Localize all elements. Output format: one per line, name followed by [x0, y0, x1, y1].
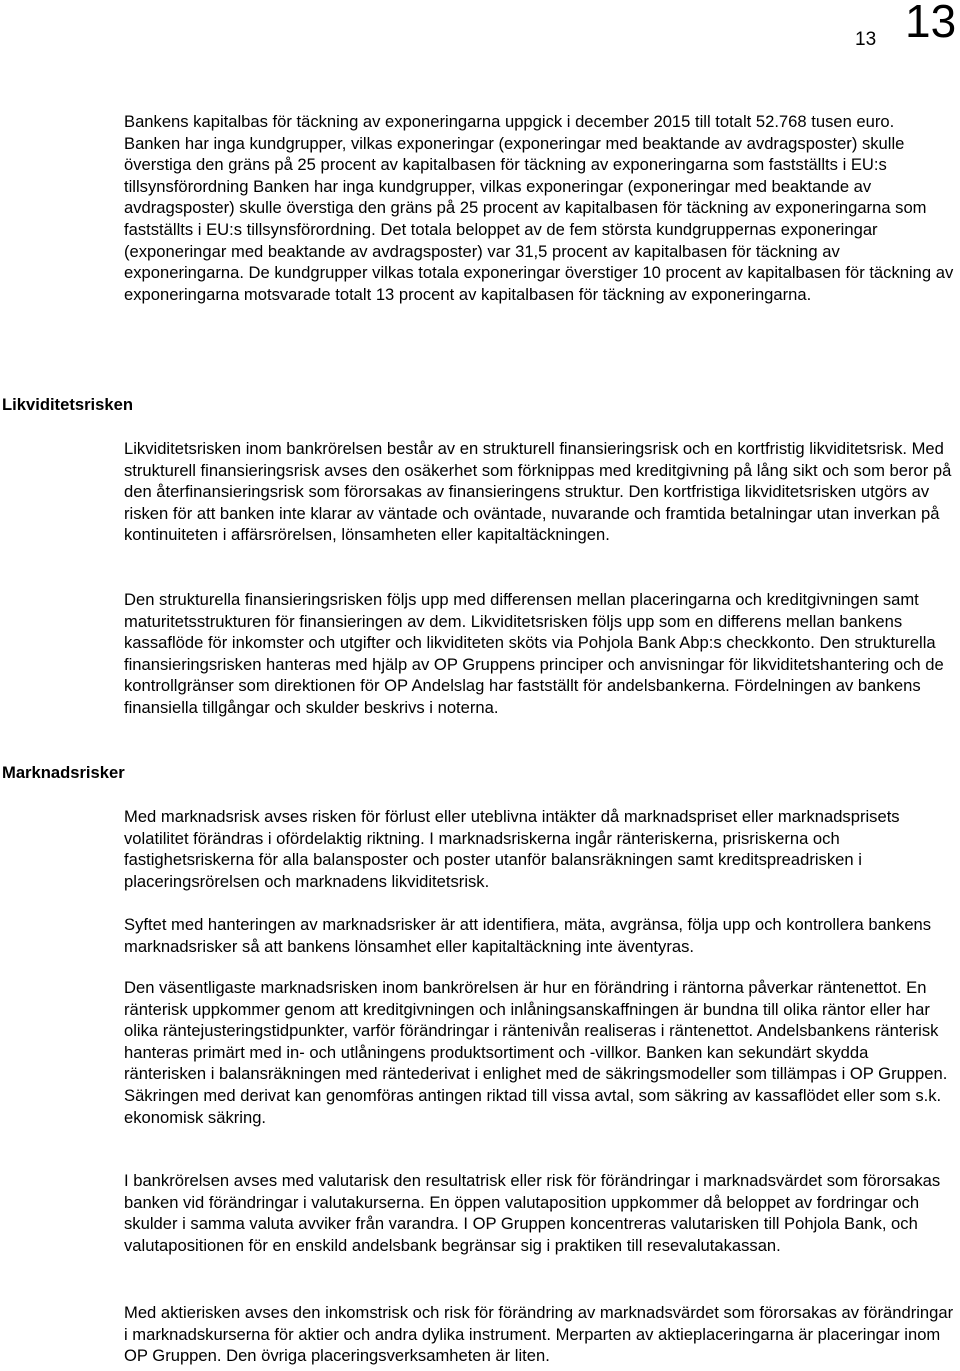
liquidity-paragraph-2: Den strukturella finansieringsrisken följs upp med differensen mellan placeringarna och kreditgivningen samt maturitetsstrukturen för finansieringen av dem. Likviditetsrisken följs upp som en differens mellan bankens kassaflöde för inkomster och utgifter och likviditeten sköts via Pohjola Bank Abp:s checkkonto. Den strukturella finansieringsrisken hanteras med hjälp av OP Gruppens principer och anvisningar för likviditetshantering och de kontrollgränser som direktionen för OP Andelslag har fastställt för andelsbankerna. Fördelningen av bankens finansiella tillgångar och skulder beskrivs i noterna. — [124, 590, 944, 717]
market-paragraph-3: Den väsentligaste marknadsrisken inom bankrörelsen är hur en förändring i räntorna påverkar räntenettot. En ränterisk uppkommer genom att kreditgivningen och inlåningsanskaffningen är bundna till olika räntor eller har olika räntejusteringstidpunkter, varför förändringar i räntenivån realiseras i räntenettot. Andelsbankens ränterisk hanteras primärt med in- och utlåningens produktsortiment och -villkor. Banken kan sekundärt skydda ränterisken i balansräkningen med räntederivat i enlighet med de säkringsmodeller som tillämpas i OP Gruppen. Säkringen med derivat kan genomföras antingen riktad till vissa avtal, som säkring av kassaflödet eller som s.k. ekonomisk säkring. — [124, 978, 948, 1127]
page-number-small: 13 — [855, 29, 877, 50]
market-paragraph-4: I bankrörelsen avses med valutarisk den resultatrisk eller risk för förändringar i marknadsvärdet som förorsakas banken vid förändringar i valutakurserna. En öppen valutaposition uppkommer då beloppet av fordringar och skulder i samma valuta avviker från varandra. I OP Gruppen koncentreras valutarisken till Pohjola Bank, och valutapositionen för en enskild andelsbank begränsar sig i praktiken till resevalutakassan. — [124, 1171, 941, 1255]
market-paragraph-5: Med aktierisken avses den inkomstrisk och risk för förändring av marknadsvärdet som förorsakas av förändringar i marknadskurserna för aktier och andra dylika instrument. Merparten av aktieplaceringarna är placeringar inom OP Gruppen. Den övriga placeringsverksamheten är liten. — [124, 1303, 954, 1366]
liquidity-heading: Likviditetsrisken — [2, 395, 133, 414]
intro-paragraph: Bankens kapitalbas för täckning av exponeringarna uppgick i december 2015 till totalt 52.768 tusen euro. Banken har inga kundgrupper, vilkas exponeringar (exponeringar med beaktande av avdragsposter) skulle överstiga den gräns på 25 procent av kapitalbasen för täckning av exponeringarna som fastställts i EU:s tillsynsförordning Banken har inga kundgrupper, vilkas exponeringar (exponeringar med beaktande av avdragsposter) skulle överstiga den gräns på 25 procent av kapitalbasen för täckning av exponeringarna som fastställts i EU:s tillsynsförordning. Det totala beloppet av de fem största kundgruppernas exponeringar (exponeringar med beaktande av avdragsposter) var 31,5 procent av kapitalbasen för täckning av exponeringarna. De kundgrupper vilkas totala exponeringar överstiger 10 procent av kapitalbasen för täckning av exponeringarna motsvarade totalt 13 procent av kapitalbasen för täckning av exponeringarna. — [124, 112, 954, 304]
page-number-large: 13 — [905, 0, 957, 47]
market-paragraph-2: Syftet med hanteringen av marknadsrisker är att identifiera, mäta, avgränsa, följa upp och kontrollera bankens marknadsrisker så att bankens lönsamhet eller kapitaltäckning inte äventyras. — [124, 915, 932, 956]
market-paragraph-1: Med marknadsrisk avses risken för förlust eller uteblivna intäkter då marknadspriset eller marknadsprisets volatilitet förändras i ofördelaktig riktning. I marknadsriskerna ingår ränteriskerna, prisriskerna och fastighetsriskerna för alla balansposter och poster utanför balansräkningen samt kreditspreadrisken i placeringsrörelsen och marknadens likviditetsrisk. — [124, 807, 900, 891]
liquidity-paragraph-1: Likviditetsrisken inom bankrörelsen består av en strukturell finansieringsrisk och en kortfristig likviditetsrisk. Med strukturell finansieringsrisk avses den osäkerhet som förknippas med kreditgivning på lång sikt och som beror på den återfinansieringsrisk som förorsakas av finansieringens struktur. Den kortfristiga likviditetsrisken utgörs av risken för att banken inte klarar av väntade och oväntade, nuvarande och framtida betalningar utan inverkan på kontinuiteten i affärsrörelsen, lönsamheten eller kapitaltäckningen. — [124, 439, 952, 545]
market-heading: Marknadsrisker — [2, 763, 125, 782]
